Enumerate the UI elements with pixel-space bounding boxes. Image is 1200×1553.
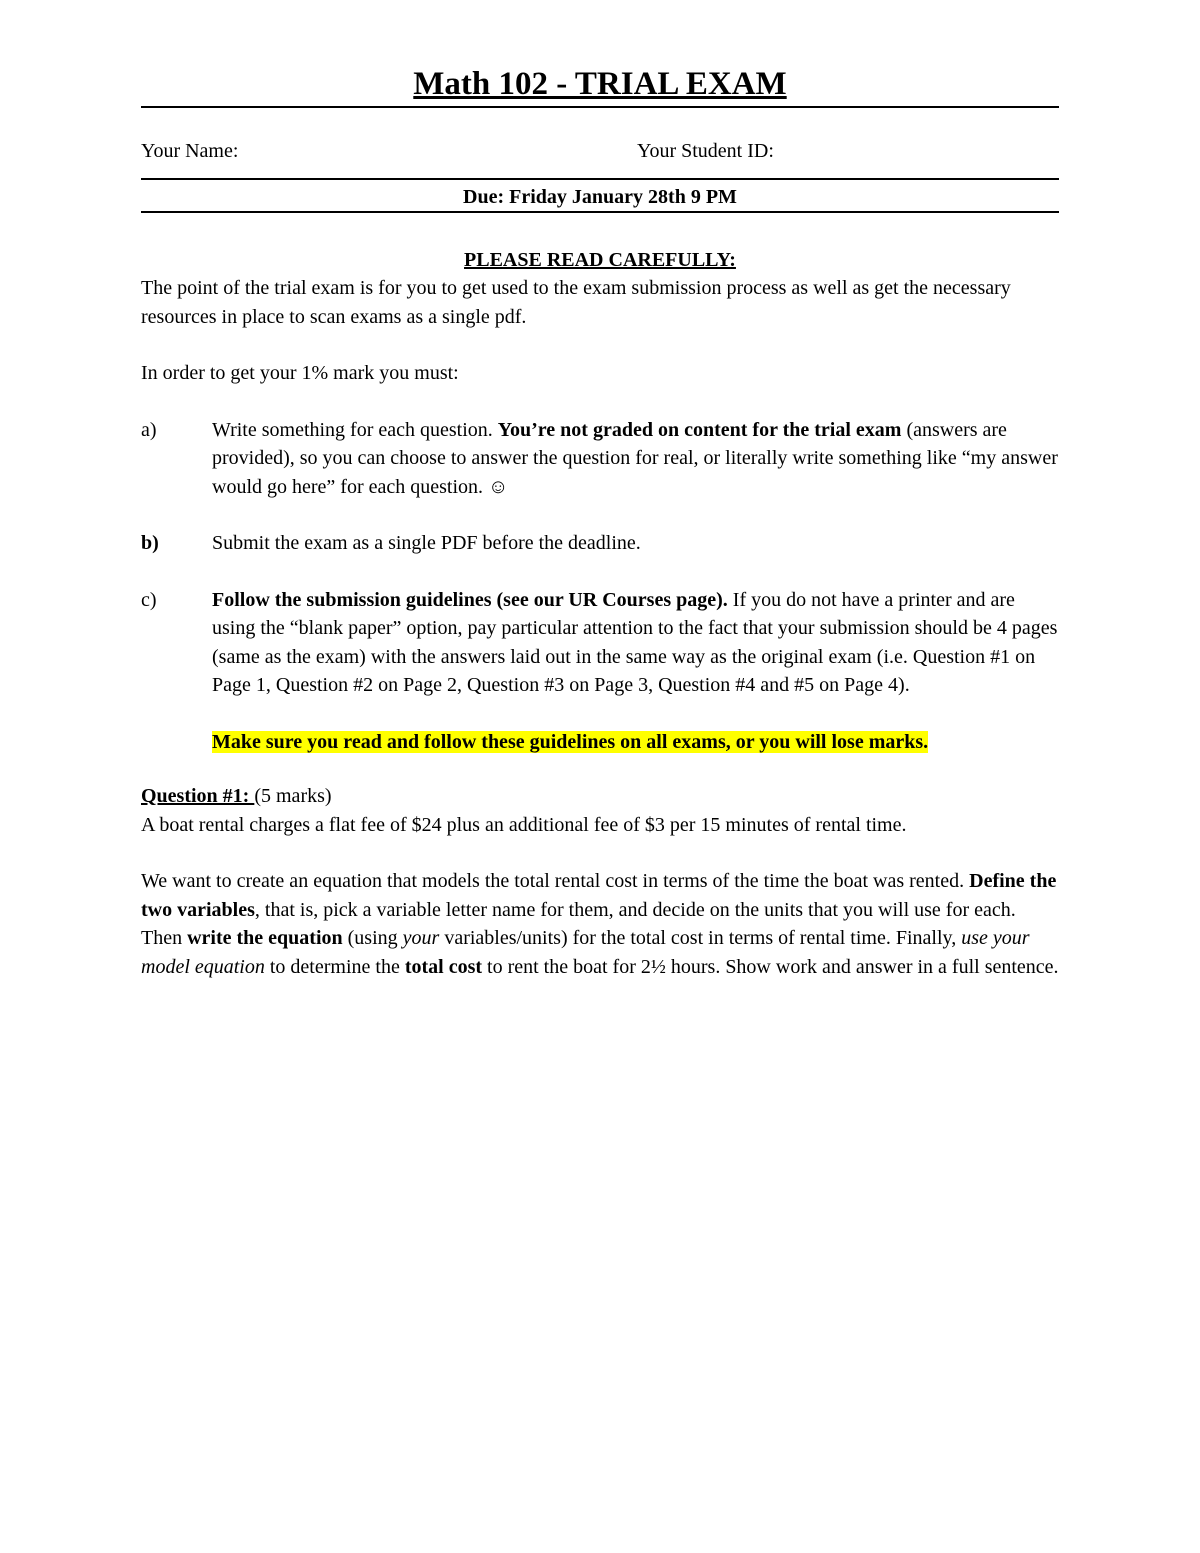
title-rule xyxy=(141,106,1059,108)
item-a-text: Write something for each question. xyxy=(212,418,498,441)
question-1-marks: (5 marks) xyxy=(254,785,332,807)
instruction-item-b xyxy=(141,529,1059,558)
name-label: Your Name: xyxy=(141,140,239,162)
question-1-statement: A boat rental charges a flat fee of $24 plus an additional fee of $3 per 15 minutes of rental time. xyxy=(141,813,907,836)
item-letter: b) xyxy=(141,532,159,554)
page-title: Math 102 - TRIAL EXAM xyxy=(413,66,787,102)
instructions-lead: In order to get your 1% mark you must: xyxy=(141,362,459,384)
instructions-intro: The point of the trial exam is for you to get used to the exam submission process as well as get the necessary resources in place to scan exams as a single pdf. xyxy=(141,277,1011,328)
item-c-text: If you do not have a printer and are using the “blank paper” option, pay particular attention to the fact that your submission should be 4 pages (same as the exam) with the answers laid out in the same way as the original exam (i.e. Question #1 on Page 1, Question #2 on Page 2, Question #3 on Page 3, Question #4 and #5 on Page 4). xyxy=(212,588,1058,696)
warning-highlight: Make sure you read and follow these guidelines on all exams, or you will lose marks. xyxy=(212,730,929,753)
item-a-text-cont: (answers are provided), so you can choose to answer the question for real, or literally write something like “my answer would go here” for each question. ☺ xyxy=(212,418,1058,498)
item-letter: c) xyxy=(141,588,157,611)
student-id-label: Your Student ID: xyxy=(637,140,774,162)
instructions-heading: PLEASE READ CAREFULLY: xyxy=(464,249,736,271)
question-1-heading xyxy=(141,782,1059,811)
student-info-row xyxy=(141,140,1059,170)
instruction-item-a xyxy=(141,416,1059,502)
instruction-item-c xyxy=(141,586,1059,700)
item-a-bold: You’re not graded on content for the trial exam xyxy=(497,418,902,441)
question-1-label: Question #1: xyxy=(141,785,255,807)
due-bottom-rule xyxy=(141,211,1059,213)
item-letter: a) xyxy=(141,418,157,441)
warning-line xyxy=(141,728,1059,757)
exam-page xyxy=(141,62,1059,981)
due-date: Due: Friday January 28th 9 PM xyxy=(463,186,737,208)
item-c-bold: Follow the submission guidelines (see our UR Courses page). xyxy=(212,588,728,611)
question-1-task: We want to create an equation that models the total rental cost in terms of the time the boat was rented. Define the two variables, that is, pick a variable letter name for them, and decide on the units that you will use for each. Then write the equation (using your variables/units) for the total cost in terms of rental time. Finally, use your model equation to determine the total cost to rent the boat for 2½ hours. Show work and answer in a full sentence. xyxy=(141,870,1059,978)
item-b-text: Submit the exam as a single PDF before the deadline. xyxy=(212,532,641,554)
